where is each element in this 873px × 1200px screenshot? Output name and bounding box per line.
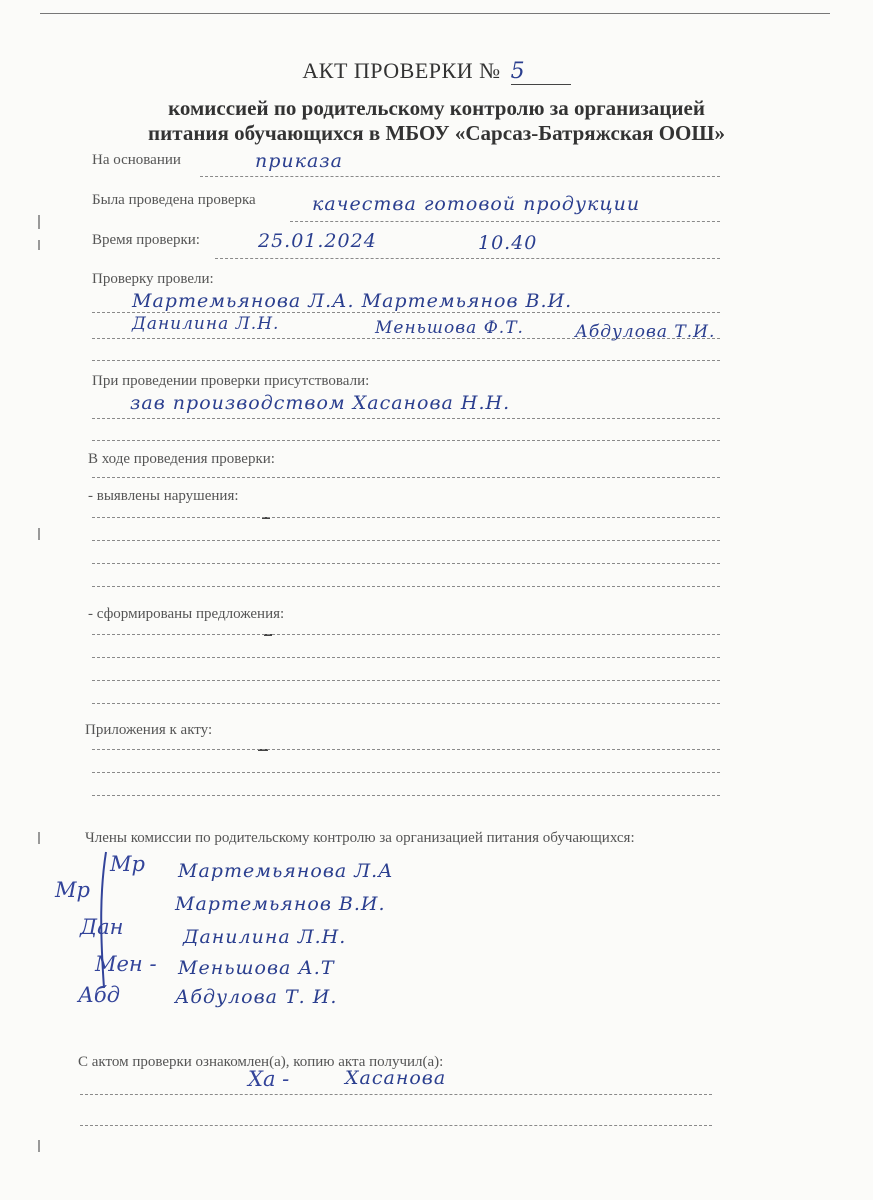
subtitle-line-1: комиссией по родительскому контролю за организацией — [168, 96, 705, 120]
member-name: Данилина Л.Н. — [183, 926, 347, 948]
violations-underline-3 — [92, 563, 720, 564]
proposals-underline-1 — [92, 634, 720, 635]
member-signature: Мр — [110, 852, 145, 876]
inspectors-line-2a: Данилина Л.Н. — [132, 314, 280, 334]
check-value: качества готовой продукции — [312, 193, 641, 215]
inspectors-line-2c: Абдулова Т.И. — [575, 322, 716, 342]
member-name: Мартемьянова Л.А — [178, 860, 394, 882]
check-label: Была проведена проверка — [92, 192, 256, 208]
members-label: Члены комиссии по родительскому контролю за организацией питания обучающихся: — [85, 830, 635, 846]
member-name: Абдулова Т. И. — [175, 986, 338, 1008]
present-label: При проведении проверки присутствовали: — [92, 373, 370, 389]
subtitle-line-2: питания обучающихся в МБОУ «Сарсаз-Батряжская ООШ» — [148, 121, 725, 145]
time-value: 10.40 — [478, 232, 538, 254]
member-signature: Мен - — [95, 952, 157, 976]
ack-label: С актом проверки ознакомлен(а), копию акта получил(а): — [78, 1054, 444, 1070]
time-label: Время проверки: — [92, 232, 200, 248]
inspectors-underline-3 — [92, 360, 720, 361]
violations-underline-4 — [92, 586, 720, 587]
inspectors-underline-1 — [92, 312, 720, 313]
act-number-field — [511, 58, 571, 85]
proposals-underline-3 — [92, 680, 720, 681]
basis-label: На основании — [92, 152, 181, 168]
ack-underline-1 — [80, 1094, 712, 1095]
proposals-label: - сформированы предложения: — [88, 606, 285, 622]
basis-underline — [200, 176, 720, 177]
page-title — [0, 58, 873, 85]
ack-underline-2 — [80, 1125, 712, 1126]
violations-underline-1 — [92, 517, 720, 518]
violations-underline-2 — [92, 540, 720, 541]
attachments-underline-1 — [92, 749, 720, 750]
course-label: В ходе проведения проверки: — [88, 451, 275, 467]
attachments-label: Приложения к акту: — [85, 722, 213, 738]
inspectors-label: Проверку провели: — [92, 271, 214, 287]
time-underline — [215, 258, 720, 259]
member-name: Меньшова А.Т — [178, 957, 335, 979]
inspectors-line-2b: Меньшова Ф.Т. — [375, 318, 524, 338]
proposals-underline-2 — [92, 657, 720, 658]
scan-mark — [38, 528, 40, 540]
proposals-underline-4 — [92, 703, 720, 704]
ack-name: Хасанова — [345, 1067, 447, 1089]
member-signature: Мр — [55, 878, 90, 902]
member-name: Мартемьянов В.И. — [175, 893, 386, 915]
attachments-underline-3 — [92, 795, 720, 796]
present-underline-1 — [92, 418, 720, 419]
course-underline — [92, 477, 720, 478]
ack-signature: Ха - — [248, 1067, 290, 1091]
inspectors-line-1: Мартемьянова Л.А. Мартемьянов В.И. — [132, 290, 573, 312]
scan-mark — [38, 240, 40, 250]
member-signature: Дан — [80, 915, 124, 939]
present-value: зав производством Хасанова Н.Н. — [130, 392, 511, 414]
top-border-line — [40, 13, 830, 14]
act-number: 5 — [510, 59, 526, 84]
check-underline — [290, 221, 720, 222]
scan-mark — [38, 832, 40, 844]
attachments-underline-2 — [92, 772, 720, 773]
signature-bracket-stroke — [96, 850, 112, 990]
time-date: 25.01.2024 — [258, 230, 377, 252]
title-text: АКТ ПРОВЕРКИ № — [302, 58, 501, 83]
present-underline-2 — [92, 440, 720, 441]
member-signature: Абд — [78, 983, 121, 1007]
scan-mark — [38, 215, 40, 229]
basis-value: приказа — [255, 150, 344, 172]
inspectors-underline-2 — [92, 338, 720, 339]
violations-label: - выявлены нарушения: — [88, 488, 239, 504]
scan-mark — [38, 1140, 40, 1152]
